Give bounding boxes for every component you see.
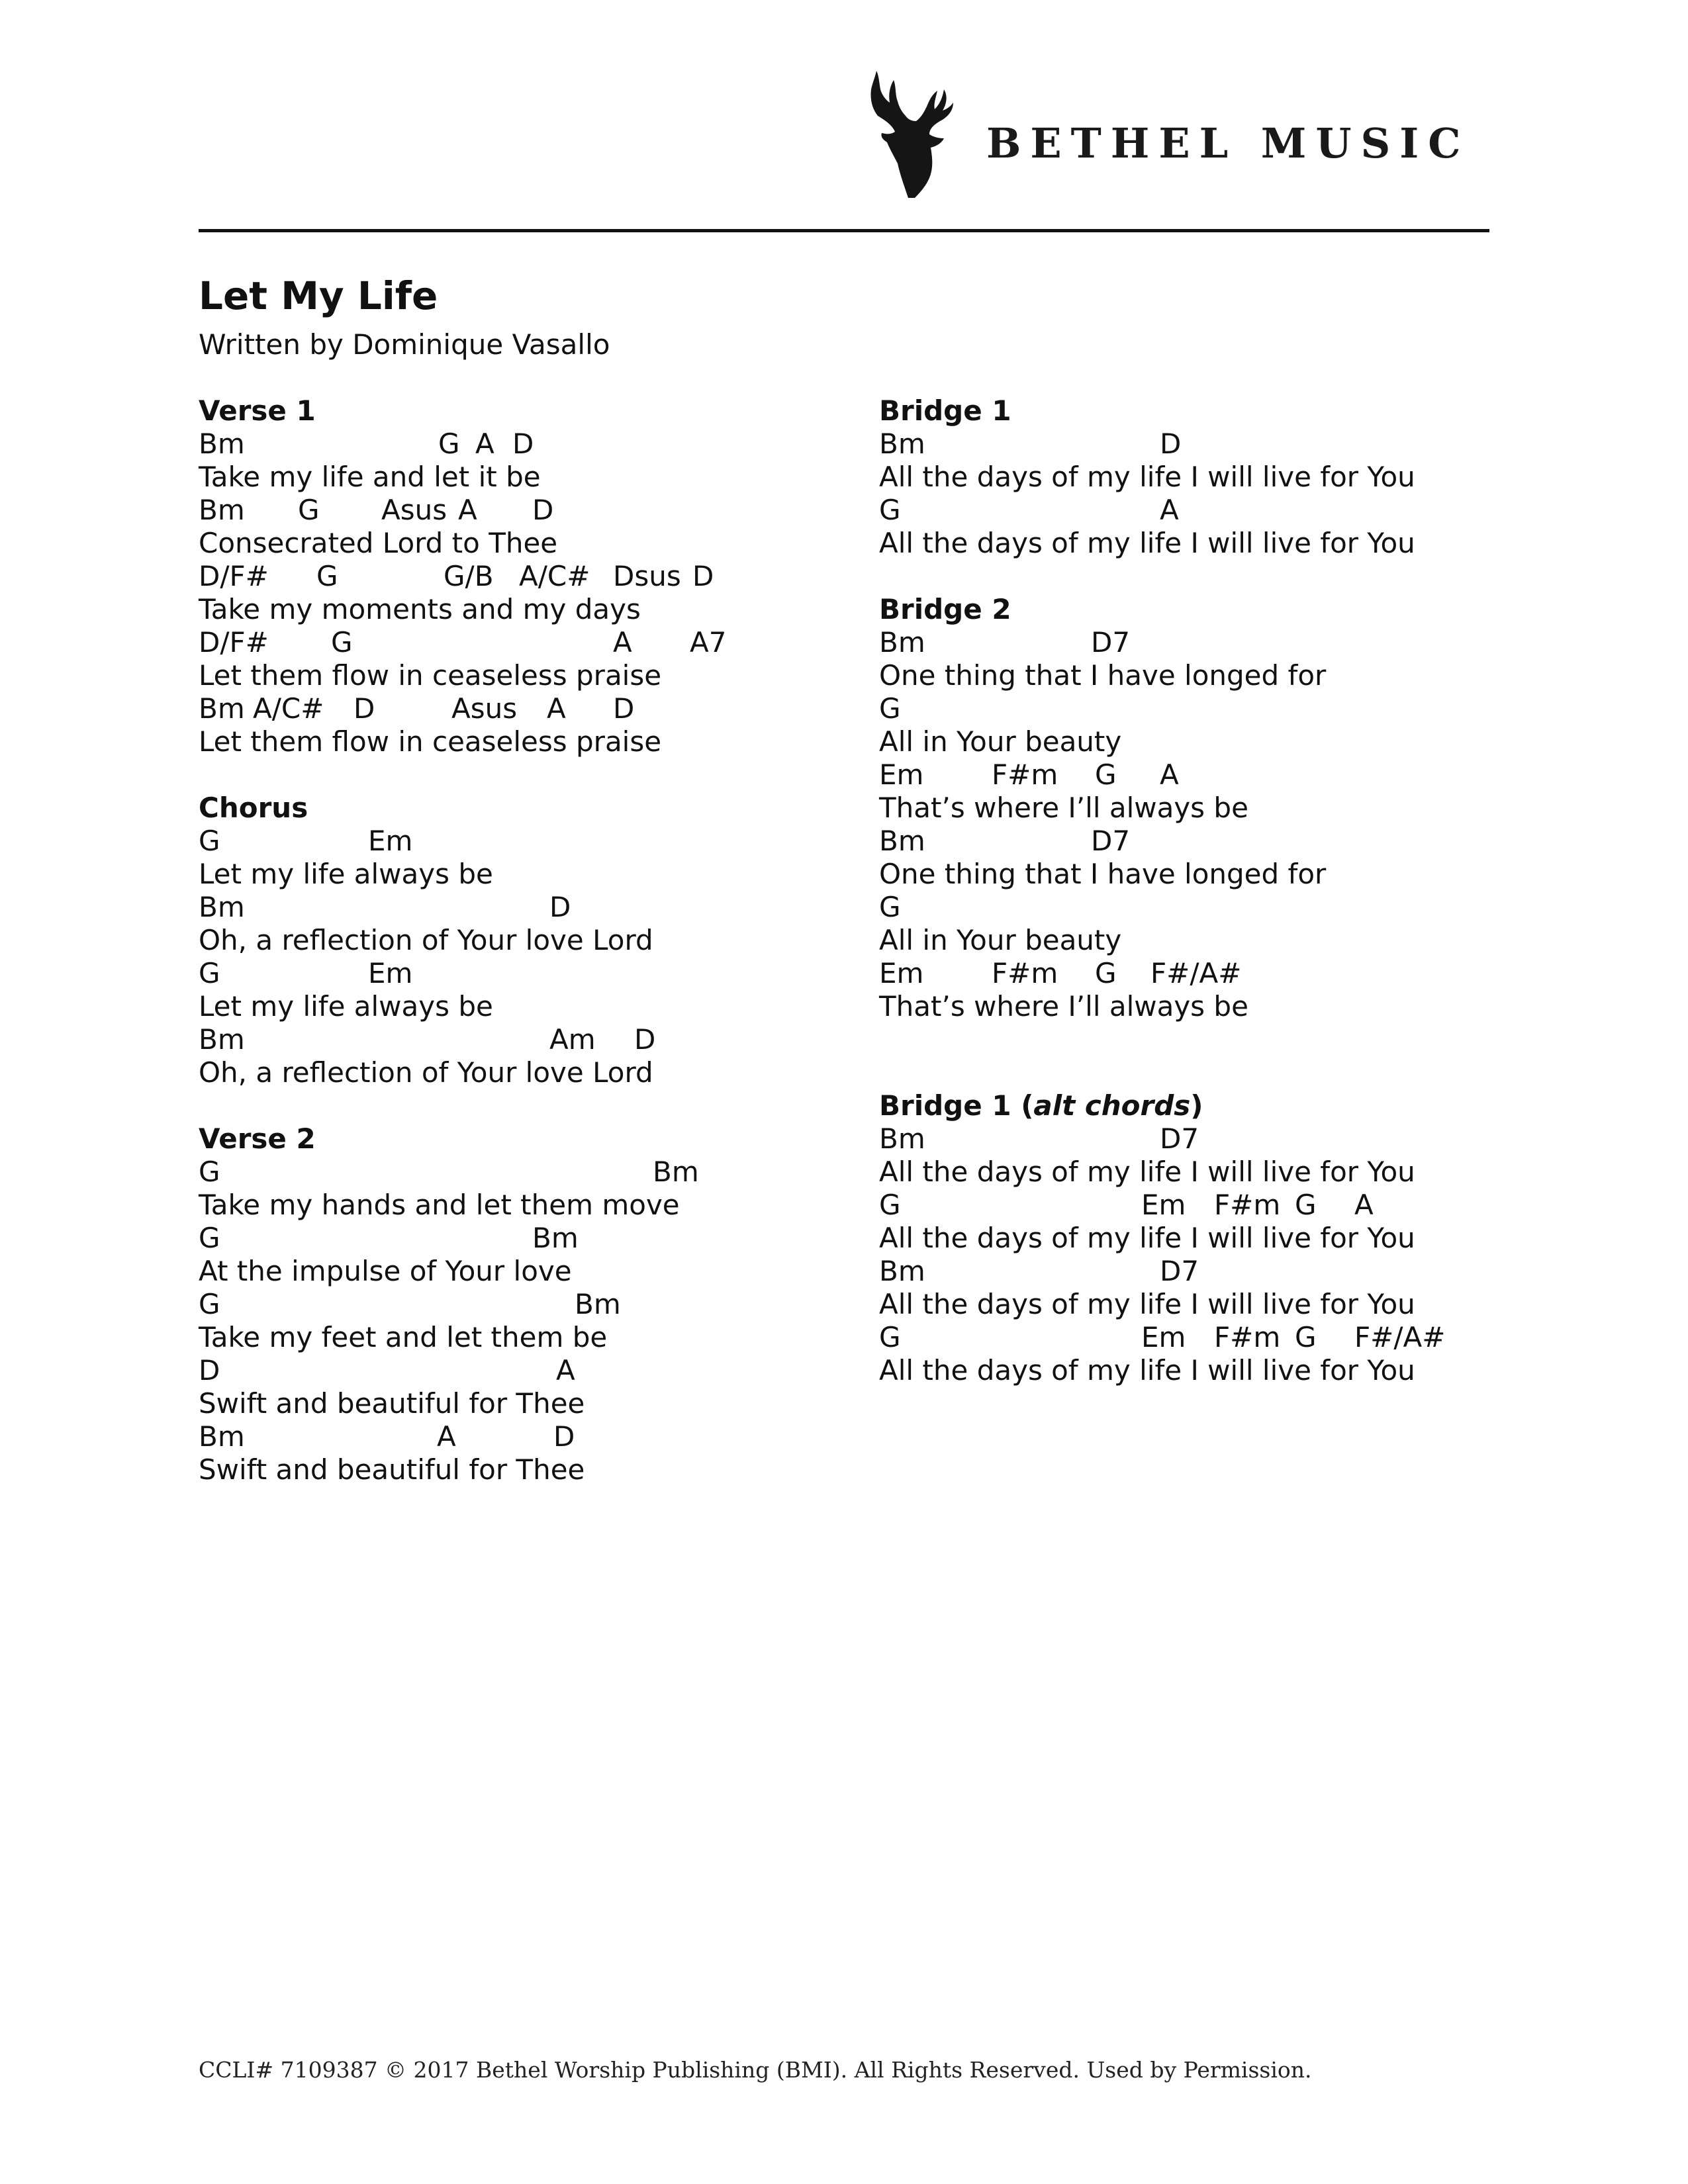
chord: Bm [199,1023,245,1056]
chord-line [199,560,861,593]
lyric-line: Take my life and let it be [199,461,541,493]
chord: G [879,1321,901,1353]
chord: F#m [992,758,1058,791]
chord: A [475,428,494,460]
chord: Bm [879,626,925,659]
lyric-line: All the days of my life I will live for You [879,461,1415,493]
lyric-line: All the days of my life I will live for You [879,527,1415,559]
chord: D/F# [199,626,269,659]
chord-line [879,1255,1541,1288]
chord: Bm [575,1288,621,1320]
chord-line [199,957,861,990]
chord: F#m [1214,1189,1281,1221]
lyric-line: One thing that I have longed for [879,858,1327,890]
chord: D7 [1160,1122,1199,1155]
lyric-line: All the days of my life I will live for You [879,1222,1415,1254]
lyric-line: Oh, a reflection of Your love Lord [199,924,653,956]
song-writer: Written by Dominique Vasallo [199,328,610,361]
chord: D7 [1091,825,1131,857]
lyric-line: Take my hands and let them move [199,1189,680,1221]
chord-line [199,1222,861,1255]
lyric-line: Let my life always be [199,990,493,1023]
lyric-line: Let my life always be [199,858,493,890]
section-heading [879,1089,1541,1122]
chord: D7 [1160,1255,1199,1287]
chord: Em [1141,1189,1186,1221]
chord: A [1160,494,1179,526]
lyric-line: Swift and beautiful for Thee [199,1453,585,1486]
chord-line [879,825,1541,858]
section-heading: Verse 2 [199,1122,316,1155]
chord: A [547,692,566,725]
lyric-line: One thing that I have longed for [879,659,1327,692]
chord: G [438,428,460,460]
chord: G [199,1156,220,1188]
brand-name: BETHEL MUSIC [986,119,1470,167]
chord: D [613,692,635,725]
chord-line [879,957,1541,990]
right-column [879,394,1541,1420]
chord-line [199,1288,861,1321]
chord: Bm [653,1156,699,1188]
chord: D7 [1091,626,1131,659]
header-divider [199,229,1489,232]
chord: G/B [444,560,494,592]
chord: F#/A# [1150,957,1242,989]
lyric-line: That’s where I’ll always be [879,990,1248,1023]
chord: F#m [992,957,1058,989]
chord-line [879,626,1541,659]
chord: Am [549,1023,596,1056]
chord: Bm [879,1255,925,1287]
chord: D [692,560,714,592]
lyric-line: Consecrated Lord to Thee [199,527,558,559]
chord: G [331,626,353,659]
chord: G [298,494,320,526]
chord: G [199,1222,220,1254]
chord: A [1354,1189,1374,1221]
chord-line [199,891,861,924]
bethel-music-logo [861,56,1470,208]
chord: G [316,560,338,592]
chord: Bm [879,825,925,857]
chord: Em [368,957,413,989]
chord: D [549,891,571,923]
chord: A [437,1420,456,1453]
chorus-section [199,792,861,1089]
chord: A [613,626,632,659]
section-heading: Verse 1 [199,394,316,427]
chord: A7 [690,626,727,659]
lyric-line: At the impulse of Your love [199,1255,572,1287]
chord: G [879,891,901,923]
chord: G [1295,1189,1317,1221]
song-title: Let My Life [199,273,438,318]
chord-line [199,494,861,527]
chord: G [1295,1321,1317,1353]
verse-1-section [199,394,861,758]
chord: G [879,494,901,526]
chord: D [199,1354,220,1387]
chord: A [556,1354,575,1387]
chord: D [532,494,554,526]
lyric-line: Swift and beautiful for Thee [199,1387,585,1420]
heading-text: Bridge 1 ( [879,1089,1034,1122]
chord-line [199,1156,861,1189]
chord: F#m [1214,1321,1281,1353]
chord: Dsus [613,560,681,592]
chord: D [512,428,534,460]
section-heading: Bridge 1 [879,394,1011,427]
chord: G [1095,957,1117,989]
chord: Em [368,825,413,857]
chord: Bm [532,1222,579,1254]
chord: Bm [199,428,245,460]
chord: Em [1141,1321,1186,1353]
chord-line [199,1023,861,1056]
section-heading: Chorus [199,792,308,824]
chord: Bm [199,1420,245,1453]
chord: Bm [199,692,245,725]
chord: Bm [879,428,925,460]
chord-line [879,428,1541,461]
chord-line [879,494,1541,527]
chord: D [1160,428,1182,460]
chord: Bm [199,494,245,526]
lyric-line: All in Your beauty [879,725,1122,758]
chord-line [879,1189,1541,1222]
lyric-line: That’s where I’ll always be [879,792,1248,824]
lyric-line: Let them flow in ceaseless praise [199,659,662,692]
chord: G [879,692,901,725]
chord: D [634,1023,656,1056]
chord-line [199,692,861,725]
chord: G [879,1189,901,1221]
chord: F#/A# [1354,1321,1446,1353]
chord-line [199,825,861,858]
section-heading: Bridge 2 [879,593,1011,625]
lyric-line: All the days of my life I will live for You [879,1288,1415,1320]
chord: D/F# [199,560,269,592]
heading-close-text: ) [1190,1089,1203,1122]
chord: G [1095,758,1117,791]
chord-line [199,1354,861,1387]
chord: Bm [199,891,245,923]
chord-line [199,626,861,659]
chord: Bm [879,1122,925,1155]
copyright-footer: CCLI# 7109387 © 2017 Bethel Worship Publishing (BMI). All Rights Reserved. Used by Permission. [199,2057,1312,2083]
chord-line [879,1321,1541,1354]
verse-2-section [199,1122,861,1486]
chord: G [199,825,220,857]
chord: A/C# [519,560,590,592]
chord: D [353,692,375,725]
lyric-line: All the days of my life I will live for You [879,1354,1415,1387]
chord: Asus [451,692,518,725]
left-column [199,394,861,1520]
deer-head-icon [861,56,966,202]
chord-line [199,1420,861,1453]
chord-line [879,758,1541,792]
chord-line [879,1122,1541,1156]
chord-line [199,428,861,461]
chord: D [553,1420,575,1453]
bridge-2-section [879,593,1541,1023]
lyric-line: Take my feet and let them be [199,1321,608,1353]
chord: Em [879,957,924,989]
lyric-line: Oh, a reflection of Your love Lord [199,1056,653,1089]
chord-line [879,891,1541,924]
lyric-line: All in Your beauty [879,924,1122,956]
chord: A [458,494,477,526]
chord: A/C# [253,692,324,725]
chord: Em [879,758,924,791]
chord: A [1160,758,1179,791]
chord: G [199,957,220,989]
chord: Asus [381,494,447,526]
heading-italic-text: alt chords [1033,1089,1191,1122]
bridge-1-section [879,394,1541,560]
lyric-line: All the days of my life I will live for You [879,1156,1415,1188]
lyric-line: Take my moments and my days [199,593,641,625]
chord: G [199,1288,220,1320]
chord-line [879,692,1541,725]
bridge-1-alt-section [879,1089,1541,1387]
lyric-line: Let them flow in ceaseless praise [199,725,662,758]
section-spacer [879,1056,1541,1089]
